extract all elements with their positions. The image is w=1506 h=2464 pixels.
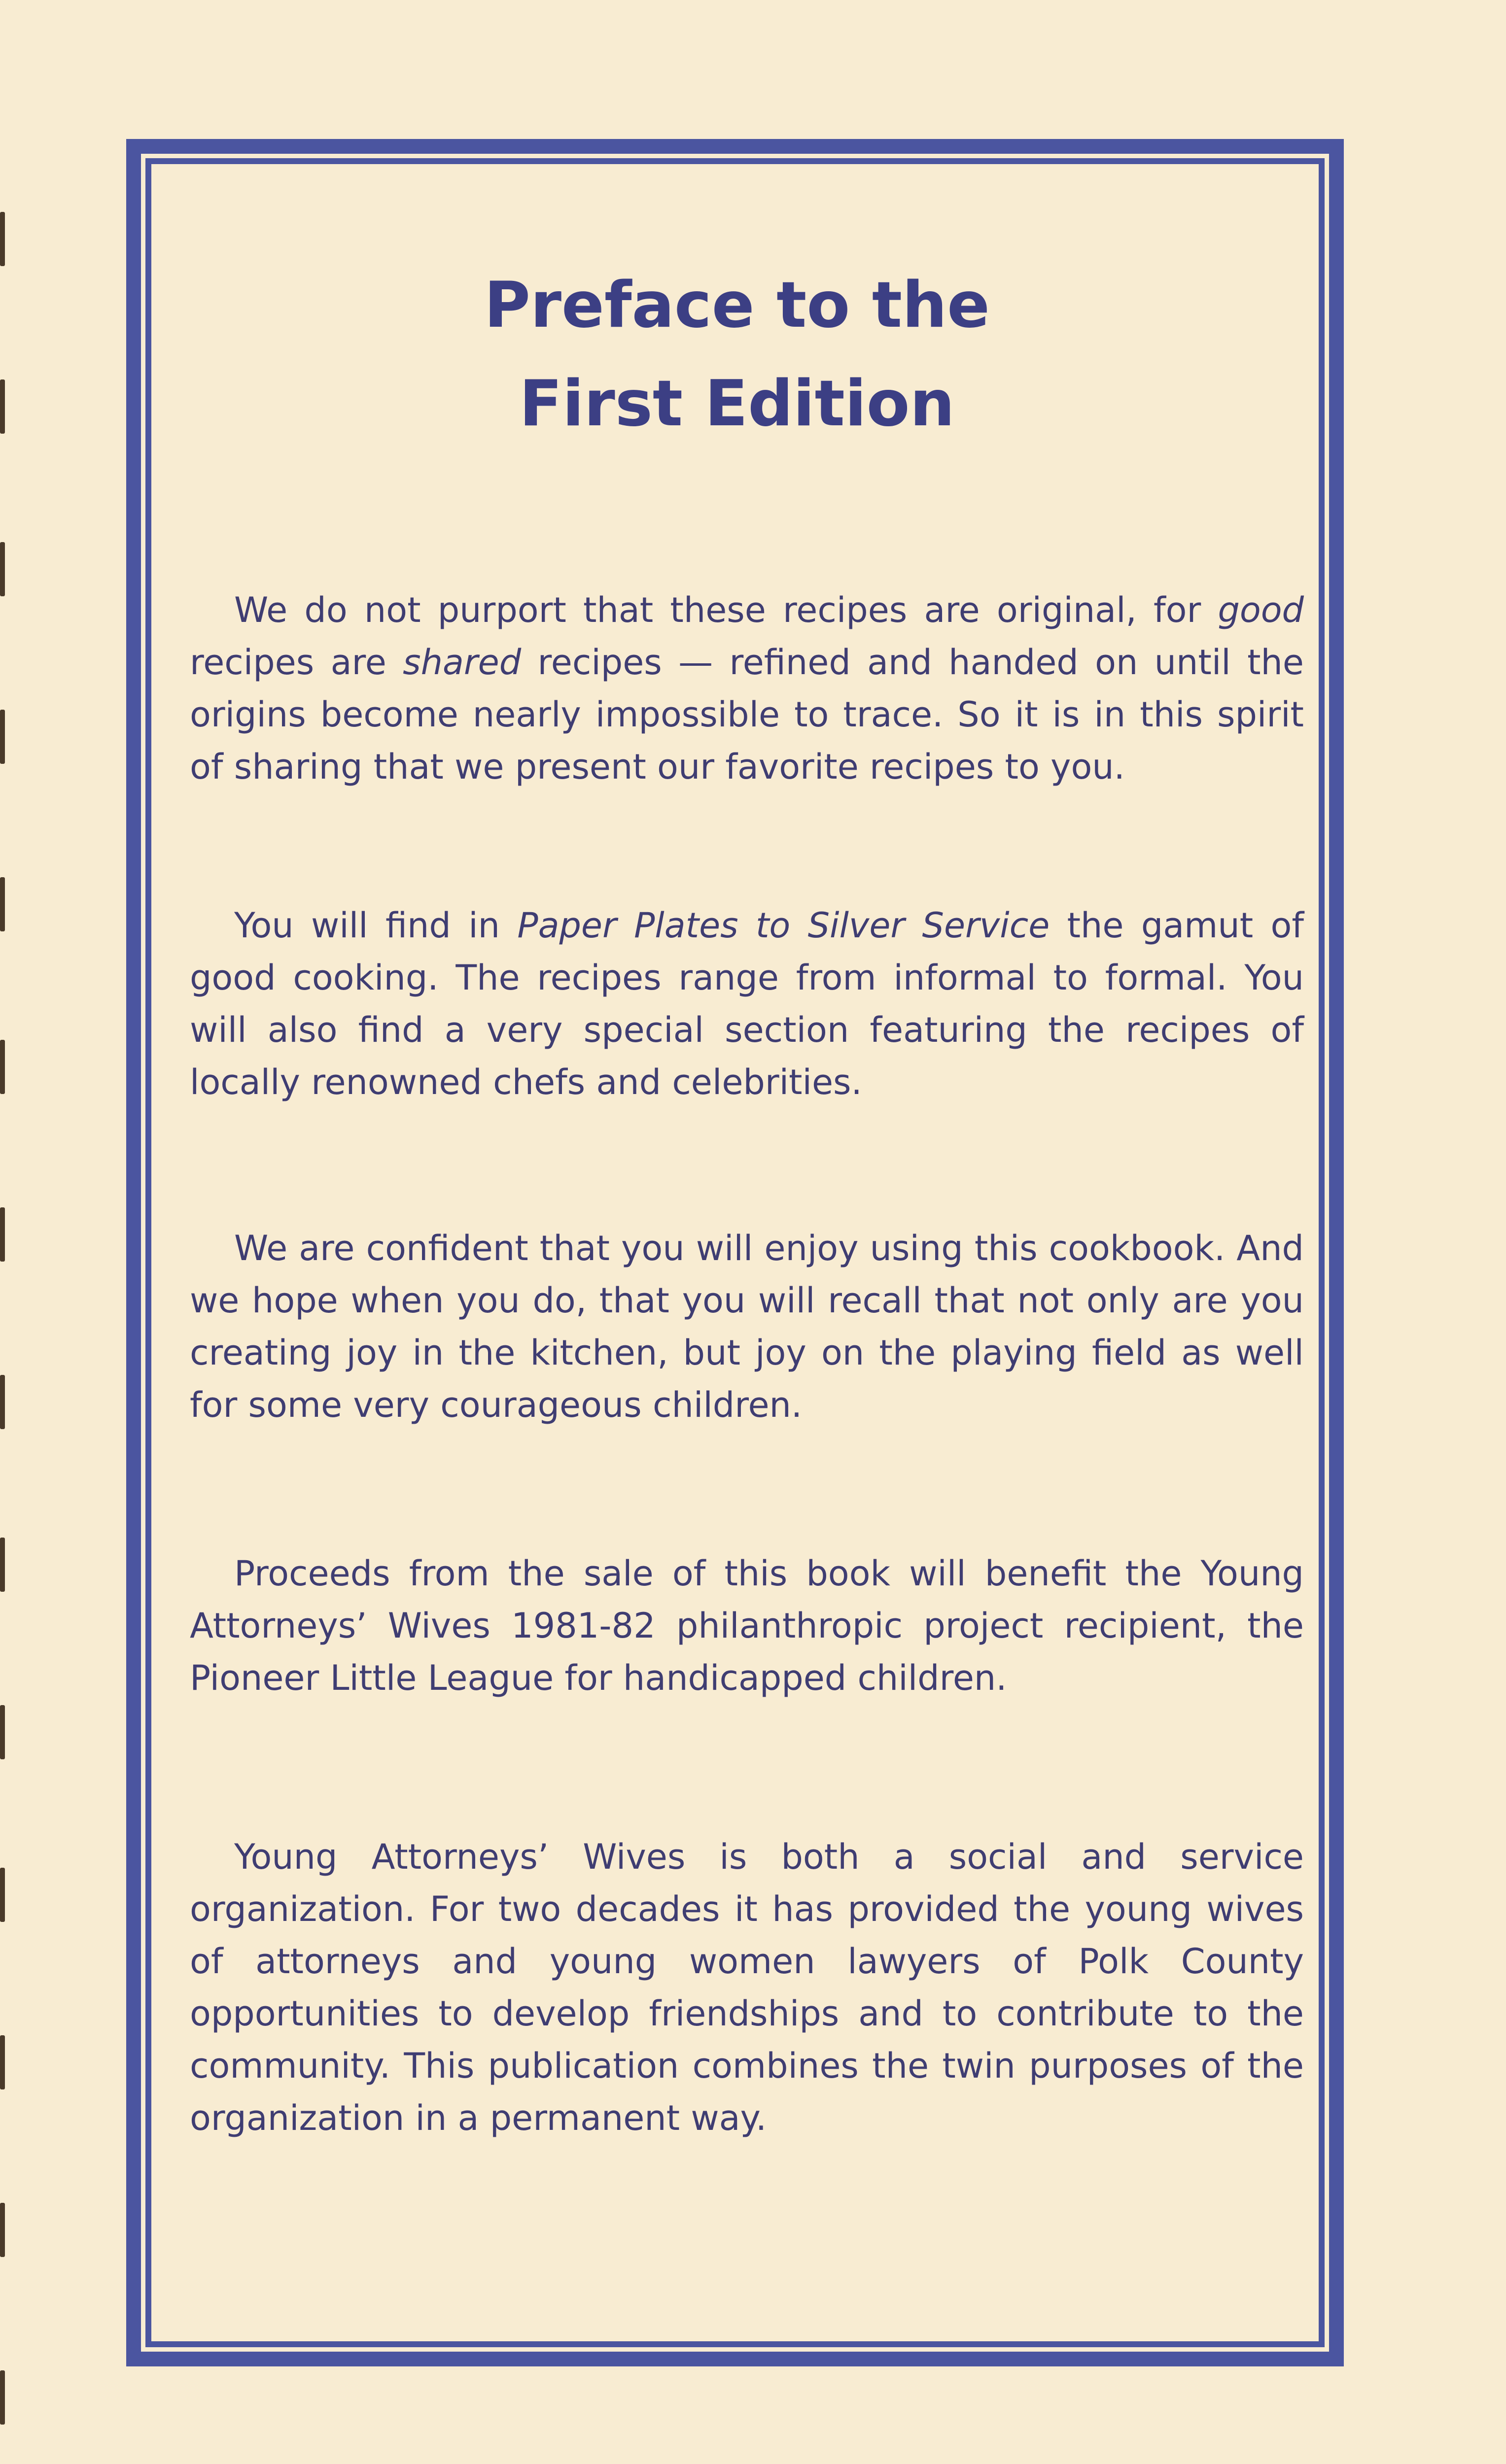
paragraph-organization: Young Attorneys’ Wives is both a social and service organization. For two decades it has provided the young wives of attorneys and young women lawyers of Polk County opportunities to develop friendships and to contribute to the community. This publication combines the twin purposes of the organization in a permanent way. bbox=[190, 1837, 1304, 2138]
spiral-hole bbox=[0, 1538, 5, 1592]
paragraph-proceeds: Proceeds from the sale of this book will benefit the Young Attorneys’ Wives 1981-82 philanthropic project recipient, the Pioneer Little League for handicapped children. bbox=[190, 1553, 1304, 1698]
paragraph-text: recipes are bbox=[190, 642, 403, 683]
paragraph-text: the gamut of good cooking. The recipes range from informal to formal. You will also find a very special section featuring the recipes of locally renowned chefs and celebrities. bbox=[190, 905, 1304, 1102]
spiral-hole bbox=[0, 877, 5, 931]
spiral-hole bbox=[0, 1868, 5, 1922]
emphasis-shared: shared bbox=[403, 642, 522, 683]
paragraph-confidence: We are confident that you will enjoy using this cookbook. And we hope when you do, that you will recall that not only are you creating joy in the kitchen, but joy on the playing field as well for some very courageous children. bbox=[190, 1228, 1304, 1425]
paragraph-text: recipes — refined and handed on until the origins become nearly impossible to trace. So it is in this spirit of sharing that we present our favorite recipes to you. bbox=[190, 642, 1304, 787]
spiral-hole bbox=[0, 542, 5, 596]
paragraph-originality bbox=[190, 584, 1304, 793]
spiral-hole bbox=[0, 212, 5, 266]
paragraph-text: You will find in bbox=[234, 905, 518, 946]
spiral-hole bbox=[0, 2370, 5, 2425]
title-line-1: Preface to the bbox=[484, 269, 990, 342]
spiral-hole bbox=[0, 1207, 5, 1262]
spiral-hole bbox=[0, 1705, 5, 1759]
paragraph-book-contents bbox=[190, 899, 1304, 1108]
spiral-hole bbox=[0, 2035, 5, 2089]
spiral-hole bbox=[0, 1375, 5, 1429]
title-line-2: First Edition bbox=[519, 367, 955, 441]
spiral-hole bbox=[0, 379, 5, 434]
book-title: Paper Plates to Silver Service bbox=[517, 905, 1050, 946]
spiral-hole bbox=[0, 1040, 5, 1094]
paragraph-text: We do not purport that these recipes are original, for bbox=[234, 590, 1218, 630]
spiral-hole bbox=[0, 2203, 5, 2257]
emphasis-good: good bbox=[1218, 590, 1304, 630]
spiral-hole bbox=[0, 710, 5, 764]
page-title bbox=[163, 256, 1311, 453]
